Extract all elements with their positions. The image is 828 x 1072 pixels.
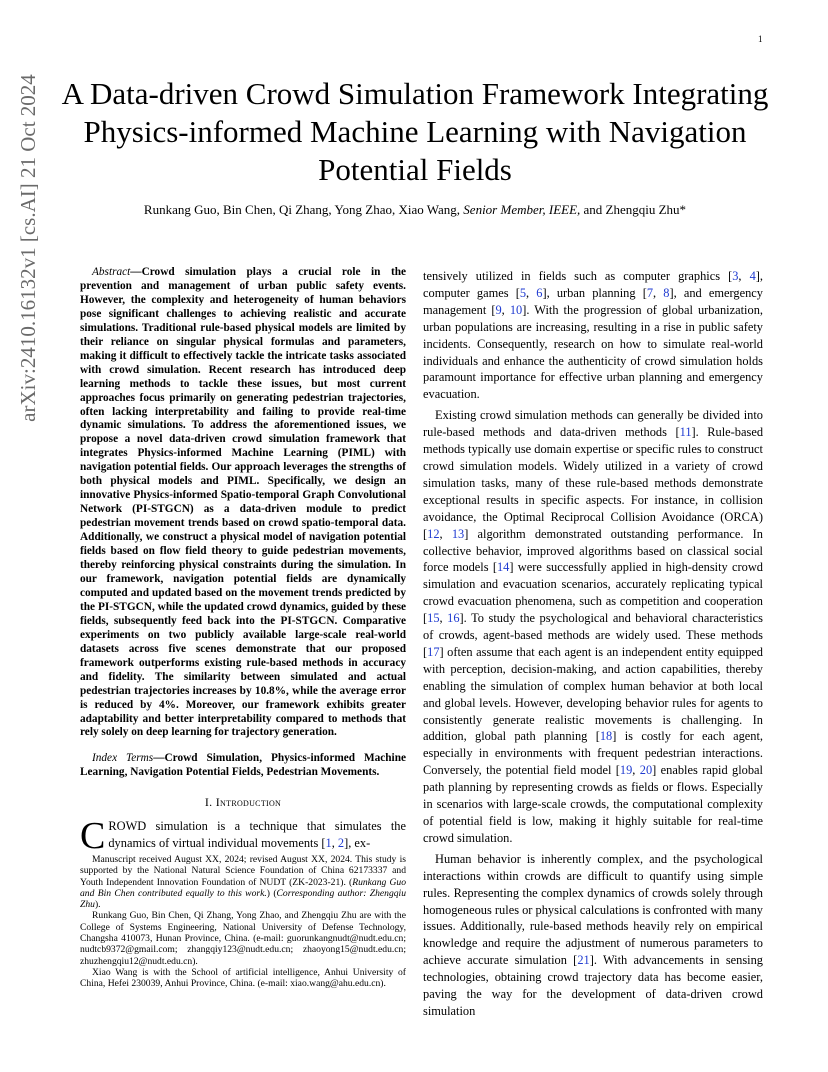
citation-link[interactable]: 21 [577, 953, 590, 968]
citation-link[interactable]: 5 [519, 285, 527, 300]
author-last: and Zhengqiu Zhu* [583, 202, 687, 217]
left-column [80, 266, 406, 857]
citation-link[interactable]: 7 [646, 285, 654, 300]
body-paragraph: Existing crowd simulation methods can generally be divided into rule-based methods and data-driven methods [11]. Rule-based methods typically use domain expertise or specific rules to construct crowd simulation models. Widely utilized in a variety of crowd simulation tasks, many of these rule-based methods demonstrate exceptional results in specific aspects. For instance, in collision avoidance, the Optimal Reciprocal Collision Avoidance (ORCA) [12, 13] algorithm demonstrated outstanding performance. In collective behavior, improved algorithms based on classical social force models [14] were successfully applied in high-density crowd simulation and evacuation scenarios, accurately replicating typical crowd evacuation phenomena, such as competition and cooperation [15, 16]. To study the psychological and behavioral characteristics of crowds, agent-based methods are widely used. These methods [17] often assume that each agent is an independent entity equipped with perception, decision-making, and action capabilities, thereby enabling the simulation of complex human behavior at both local and global levels. However, developing behavior rules for agents to consistently generate realistic movements is challenging. In addition, global path planning [18] is costly for each agent, especially in environments with frequent pedestrian interactions. Conversely, the potential field model [19, 20] enables rapid global path planning by representing crowds as fields or flows. Especially in scenarios with large-scale crowds, the computational complexity of potential field is low, making it highly suitable for real-time crowd simulation. [423, 408, 764, 845]
arxiv-side-identifier: arXiv:2410.16132v1 [cs.AI] 21 Oct 2024 [16, 74, 40, 422]
citation-link[interactable]: 1 [325, 835, 332, 850]
index-terms-text: —Crowd Simulation, Physics-informed Machine Learning, Navigation Potential Fields, Pedestrian Movements. [80, 752, 406, 779]
citation-link[interactable]: 9 [495, 302, 502, 317]
index-terms [80, 752, 406, 780]
footnotes [80, 854, 406, 990]
body-paragraph: Human behavior is inherently complex, and the psychological interactions within crowds are difficult to quantify using simple rules. Representing the complex dynamics of crowds solely through homogeneous rules or physical calculations is confronted with many issues. Additionally, rule-based methods heavily rely on empirical knowledge and require the adjustment of numerous parameters to achieve accurate simulation [21]. With advancements in sensing technologies, obtaining crowd trajectory data has become easier, paving the way for the development of data-driven crowd simulation [423, 851, 763, 1018]
intro-paragraph: CROWD simulation is a technique that simulates the dynamics of virtual individual movements [1, 2], ex- [80, 814, 406, 857]
index-terms-label: Index Terms [92, 752, 154, 765]
citation-link[interactable]: 18 [599, 729, 613, 744]
citation-link[interactable]: 20 [639, 763, 653, 778]
page-number: 1 [758, 34, 763, 44]
citation-link[interactable]: 16 [447, 611, 460, 626]
section-heading-introduction: I. Introduction [204, 795, 282, 810]
citation-link[interactable]: 14 [496, 560, 510, 575]
citation-link[interactable]: 15 [427, 611, 440, 626]
author-names: Runkang Guo, Bin Chen, Qi Zhang, Yong Zhao, Xiao Wang, [143, 202, 461, 217]
author-membership: Senior Member, IEEE, [463, 202, 581, 217]
citation-link[interactable]: 8 [663, 285, 670, 300]
right-column [423, 268, 763, 1020]
citation-link[interactable]: 19 [619, 763, 633, 778]
citation-link[interactable]: 3 [732, 269, 739, 283]
body-paragraph: tensively utilized in fields such as computer graphics [3, 4], computer games [5, 6], urban planning [7, 8], and emergency management [9, 10]. With the progression of global urbanization, urban populations are increasing, resulting in a rise in public safety incidents. Consequently, research on how to simulate real-world individuals and enhance the authenticity of crowd simulation holds paramount importance for effective urban planning and emergency evacuation. [423, 269, 763, 402]
citation-link[interactable]: 6 [536, 285, 543, 300]
footnote-affiliation-ahu: Xiao Wang is with the School of artificial intelligence, Anhui University of China, Hefei 230039, Anhui Province, China. (e-mail: xiao.wang@ahu.edu.cn). [80, 966, 406, 990]
abstract-text: —Crowd simulation plays a crucial role in the prevention and management of urban public safety events. However, the complexity and heterogeneity of human behaviors pose significant challenges to achieving realistic and accurate simulations. Traditional rule-based physical models are limited by their reliance on singular physical formulas and parameters, making it difficult to effectively tackle the intricate tasks associated with crowd simulation. Recent research has introduced deep learning methods to tackle these issues, but most current approaches focus primarily on generating pedestrian trajectories, often lacking interpretability and failing to provide real-time dynamic simulations. To address the aforementioned issues, we propose a novel data-driven crowd simulation framework that integrates Physics-informed Machine Learning (PIML) with navigation potential fields. Our approach leverages the strengths of both physical models and PIML. Specifically, we design an innovative Physics-informed Spatio-temporal Graph Convolutional Network (PI-STGCN) as a data-driven module to predict pedestrian movement trends based on crowd spatio-temporal data. Additionally, we construct a physical model of navigation potential fields based on flow field theory to guide pedestrian movements, thereby reinforcing physical constraints during the simulation. In our framework, navigation potential fields are dynamically computed and updated based on the movement trends predicted by the PI-STGCN, while the updated crowd dynamics, guided by these fields, subsequently feed back into the PI-STGCN. Comparative experiments on two publicly available large-scale real-world datasets across five scenes demonstrate that our proposed framework outperforms existing rule-based methods in accuracy and fidelity. The similarity between simulated and actual pedestrian trajectories increases by 10.8%, while the average error is reduced by 4%. Moreover, our framework exhibits greater adaptability and better interpretability compared to methods that rely solely on deep learning for trajectory generation. [80, 266, 406, 739]
citation-link[interactable]: 10 [509, 302, 523, 317]
citation-link[interactable]: 13 [451, 526, 465, 541]
citation-link[interactable]: 4 [749, 269, 756, 283]
footnote-manuscript: Manuscript received August XX, 2024; revised August XX, 2024. This study is supported by the National Natural Science Foundation of China 62173337 and Youth Independent Innovation Foundation of NUDT (ZK-2023-21). (Runkang Guo and Bin Chen contributed equally to this work.) (Corresponding author: Zhengqiu Zhu). [80, 854, 406, 911]
citation-link[interactable]: 12 [427, 526, 440, 541]
abstract-label: Abstract [92, 266, 131, 278]
paper-title: A Data-driven Crowd Simulation Framework Integrating Physics-informed Machine Learning with Navigation Potential Fields [61, 76, 769, 187]
dropcap-letter: C [80, 814, 106, 857]
footnote-affiliation-nudt: Runkang Guo, Bin Chen, Qi Zhang, Yong Zhao, and Zhengqiu Zhu are with the College of Systems Engineering, National University of Defense Technology, Changsha 410073, Hunan Province, China. (e-mail: guorunkangnudt@nudt.edu.cn; nudtcb9372@gmail.com; zhangqiy123@nudt.edu.cn; zhaoyong15@nudt.edu.cn; zhuzhengqiu12@nudt.edu.cn). [80, 910, 406, 967]
citation-link[interactable]: 17 [427, 644, 440, 659]
abstract [80, 266, 406, 740]
citation-link[interactable]: 11 [679, 425, 692, 440]
author-line [60, 201, 770, 218]
citation-link[interactable]: 2 [337, 835, 345, 850]
